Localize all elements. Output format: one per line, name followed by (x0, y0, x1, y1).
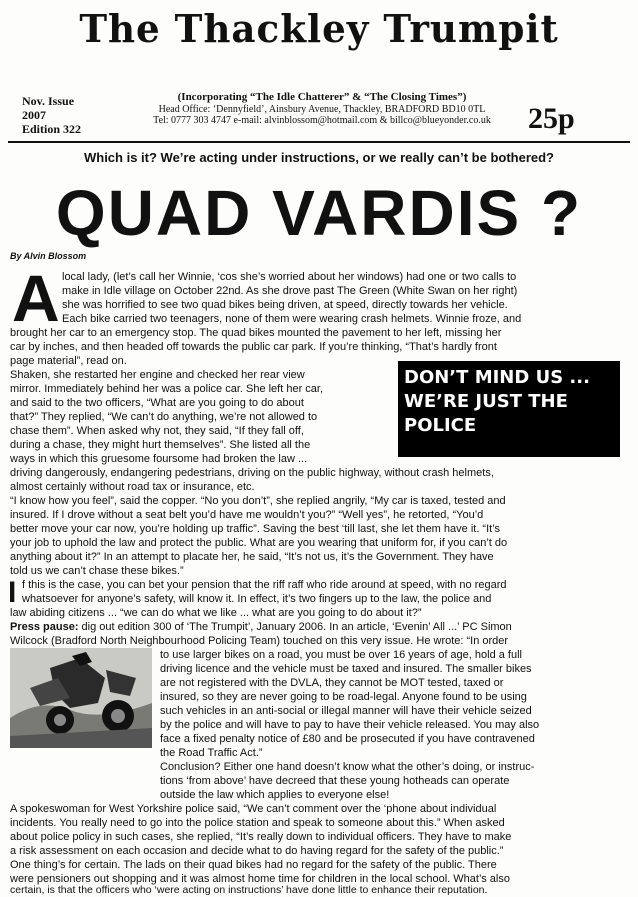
subhead: Which is it? We’re acting under instructions, or we really can’t be bothered? (83, 150, 554, 165)
text-line: ways in which this gruesome foursome had broken the law ... (10, 453, 308, 465)
quad-bike-photo (10, 648, 152, 748)
text-line: Conclusion? Either one hand doesn’t know what the other’s doing, or instruc- (160, 761, 535, 773)
drop-cap-i: I (8, 576, 17, 609)
text-line: during a chase, they might hurt themselves”. She listed all the (10, 439, 311, 451)
text-line: chase them”. When asked why not, they said, “If they fall off, (10, 425, 304, 437)
text-line: law abiding citizens ... “we can do what we like ... what are you going to do about it?” (10, 607, 422, 619)
text-line: make in Idle village on October 22nd. As she drove past The Green (White Swan on her right) (62, 285, 518, 297)
text-line: brought her car to an emergency stop. The quad bikes mounted the pavement to her left, missing her (10, 327, 502, 339)
text-line: One thing’s for certain. The lads on their quad bikes had no regard for the safety of the public. There (10, 859, 497, 871)
text-line: whatsoever for anyone’s safety, will know it. In effect, it’s two fingers up to the law, the police and (22, 593, 492, 605)
text-line: insured, so they are never going to be road-legal. Anyone found to be using (160, 691, 527, 703)
pull-quote-box (398, 361, 620, 457)
text-line: certain, is that the officers who ‘were acting on instructions’ have done little to enhance their reputation. (10, 884, 488, 896)
text-line: better move your car now, you’re holding up traffic”. Saving the best ‘till last, she let them have it. “It’s (10, 523, 500, 535)
text-line: are not registered with the DVLA, they cannot be MOT tested, taxed or (160, 677, 504, 689)
incorporating-line: (Incorporating “The Idle Chatterer” & “The Closing Times”) (177, 91, 467, 103)
issue-info (22, 94, 132, 136)
text-line: f this is the case, you can bet your pension that the riff raff who ride around at speed, with no regard (22, 579, 507, 591)
headline: QUAD VARDIS ? (55, 177, 583, 249)
masthead-title: The Thackley Trumpit (79, 6, 559, 51)
text-line: Shaken, she restarted her engine and checked her rear view (10, 369, 305, 381)
text-line: Wilcock (Bradford North Neighbourhood Policing Team) touched on this very issue. He wrote: “In order (10, 635, 509, 647)
price-label: 25p (528, 102, 575, 135)
text-line: driving dangerously, endangering pedestrians, driving on the public highway, without crash helmets, (10, 467, 494, 479)
issue-month: Nov. Issue (22, 94, 75, 108)
text-line: such vehicles in an anti-social or illegal manner will have their vehicle seized (160, 705, 532, 717)
text-line: and said to the two officers, “What are you going to do about (10, 397, 304, 409)
issue-year: 2007 (22, 108, 46, 122)
issue-edition: Edition 322 (22, 122, 82, 136)
text-line: “I know how you feel”, said the copper. “No you don’t”, she replied angrily, “My car is taxed, tested and (10, 495, 506, 507)
text-span: dig out edition 300 of ‘The Trumpit’, January 2006. In an article, ‘Evenin’ All ...’ PC Simon (78, 621, 512, 633)
text-line: she was horrified to see two quad bikes being driven, at speed, directly towards her vehicle. (62, 299, 508, 311)
text-line: car by inches, and then headed off towards the public car park. If you’re thinking, “That’s hardly front (10, 341, 497, 353)
text-line: to use larger bikes on a road, you must be over 16 years of age, hold a full (160, 649, 522, 661)
text-line (10, 620, 630, 634)
text-line: were pensioners out shopping and it was almost home time for children in the local school. What’s also (10, 873, 510, 885)
text-line: your job to uphold the law and protect the public. What are you wearing that uniform for, if you can’t do (10, 537, 508, 549)
contact-line: Tel: 0777 303 4747 e-mail: alvinblossom@hotmail.com & billco@blueyonder.co.uk (153, 115, 491, 126)
head-office-line: Head Office: ‘Dennyfield’, Ainsbury Avenue, Thackley, BRADFORD BD10 0TL (158, 103, 486, 115)
byline: By Alvin Blossom (10, 251, 87, 261)
text-line: told us we can’t chase these bikes.” (10, 565, 184, 577)
text-line: tions ‘from above’ have decreed that these young hotheads can operate (160, 775, 510, 787)
text-line: that?” They replied, “We can’t do anything, we’re not allowed to (10, 411, 318, 423)
press-pause-label: Press pause: (10, 621, 79, 633)
text-line: about police policy in such cases, she replied, “It’s really down to individual officers. They have to make (10, 831, 512, 843)
text-line: incidents. You really need to go into the police station and speak to someone about this.” When asked (10, 817, 505, 829)
text-line: driving licence and the vehicle must be taxed and insured. The smaller bikes (160, 663, 532, 675)
drop-cap-a: A (12, 261, 60, 335)
text-line: by the police and will have to pay to have their vehicle released. You may also (160, 719, 540, 731)
pull-quote-line: DON’T MIND US ... (404, 367, 590, 388)
text-line: anything about it?” In an attempt to placate her, he said, “It’s not us, it’s the Government. They have (10, 551, 494, 563)
pull-quote-line: WE’RE JUST THE (404, 391, 568, 412)
text-line: insured. If I drove without a seat belt you’d have me wouldn’t you?” “Well yes”, he retorted, “You’d (10, 509, 484, 521)
text-line: the Road Traffic Act.” (160, 747, 263, 759)
masthead-rule (8, 141, 630, 143)
text-line: local lady, (let’s call her Winnie, ‘cos she’s worried about her windows) had one or two calls to (62, 271, 517, 283)
pull-quote-line: POLICE (404, 415, 477, 436)
text-line: face a fixed penalty notice of £80 and be prosecuted if you have contravened (160, 733, 535, 745)
text-line: Each bike carried two teenagers, none of them were wearing crash helmets. Winnie froze, and (62, 313, 522, 325)
text-line: a risk assessment on each occasion and decide what to do having regard for the safety of the public.” (10, 845, 504, 857)
text-line: almost certainly without road tax or insurance, etc. (10, 481, 255, 493)
text-line: page material”, read on. (10, 355, 127, 367)
text-line: mirror. Immediately behind her was a police car. She left her car, (10, 383, 324, 395)
text-line: A spokeswoman for West Yorkshire police said, “We can’t comment over the ‘phone about individual (10, 803, 497, 815)
masthead-details (132, 92, 512, 127)
text-line: outside the law which applies to everyone else! (160, 789, 390, 801)
